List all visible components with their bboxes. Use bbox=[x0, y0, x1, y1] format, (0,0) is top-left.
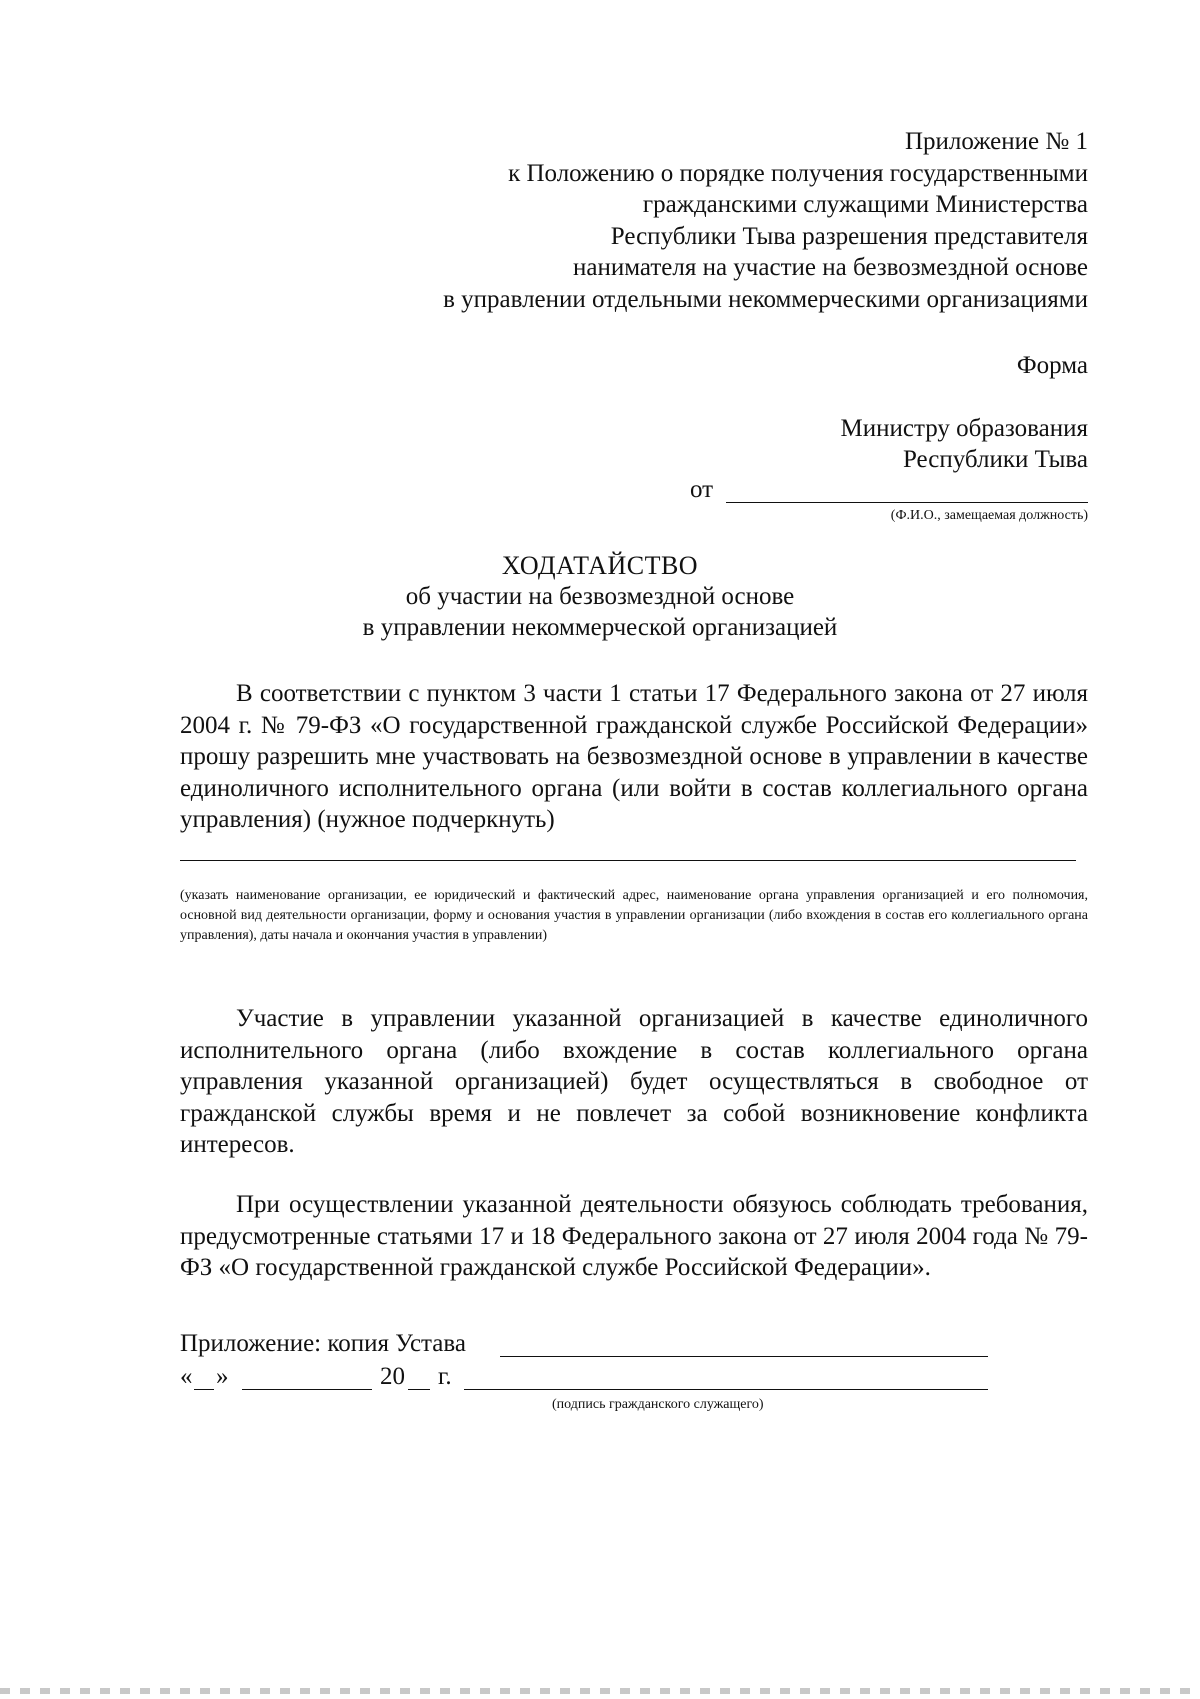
paragraph-request: В соответствии с пунктом 3 части 1 статьи 17 Федерального закона от 27 июля 2004 г. № 79-ФЗ «О государственной гражданской службе Российской Федерации» прошу разрешить мне участвовать на безвозмездной основе в управлении в качестве единоличного исполнительного органа (или войти в состав коллегиального органа управления) (нужное подчеркнуть) bbox=[180, 680, 1088, 833]
document-title bbox=[150, 550, 1050, 643]
appendix-line: нанимателя на участие на безвозмездной основе bbox=[573, 254, 1088, 281]
appendix-header bbox=[443, 126, 1088, 315]
month-blank-line bbox=[242, 1389, 372, 1390]
date-close-quote: » bbox=[216, 1363, 229, 1390]
addressee-line-1: Министру образования bbox=[840, 415, 1088, 442]
paragraph-participation: Участие в управлении указанной организацией в качестве единоличного исполнительного органа (либо вхождение в состав коллегиального органа управления указанной организацией) будет осуществляться в свободное от гражданской службы время и не повлечет за собой возникновение конфликта интересов. bbox=[180, 1005, 1088, 1158]
date-open-quote: « bbox=[180, 1363, 193, 1390]
from-caption: (Ф.И.О., замещаемая должность) bbox=[890, 508, 1088, 523]
day-blank-line bbox=[194, 1389, 214, 1390]
title-sub-2: в управлении некоммерческой организацией bbox=[362, 614, 838, 641]
instructions-caption: (указать наименование организации, ее юридический и фактический адрес, наименование органа управления организацией и его полномочия, основной вид деятельности организации, форму и основания участия в управлении организации (либо вхождения в состав его коллегиального органа управления), даты начала и окончания участия в управлении) bbox=[180, 888, 1088, 943]
title-sub-1: об участии на безвозмездной основе bbox=[405, 583, 795, 610]
appendix-line: гражданскими служащими Министерства bbox=[642, 191, 1088, 218]
appendix-number: Приложение № 1 bbox=[904, 128, 1088, 155]
year-prefix: 20 bbox=[380, 1363, 405, 1390]
paragraph-obligation: При осуществлении указанной деятельности обязуюсь соблюдать требования, предусмотренные статьями 17 и 18 Федерального закона от 27 июля 2004 года № 79-ФЗ «О государственной гражданской службе Российской Федерации». bbox=[180, 1191, 1088, 1281]
appendix-line: к Положению о порядке получения государственными bbox=[508, 159, 1088, 187]
from-label: от bbox=[690, 476, 714, 503]
signature-blank-line bbox=[464, 1389, 988, 1390]
form-label: Форма bbox=[1016, 352, 1088, 379]
signature-caption: (подпись гражданского служащего) bbox=[552, 1397, 764, 1412]
attachment-label: Приложение: копия Устава bbox=[180, 1330, 466, 1357]
appendix-line: Республики Тыва разрешения представителя bbox=[610, 222, 1088, 250]
from-row bbox=[690, 476, 1088, 506]
date-signature-row bbox=[180, 1363, 988, 1395]
organization-blank-line bbox=[180, 860, 1076, 861]
from-blank-line bbox=[726, 502, 1088, 503]
attachment-row bbox=[180, 1330, 988, 1362]
year-suffix: г. bbox=[438, 1363, 452, 1390]
attachment-blank-line bbox=[500, 1356, 988, 1357]
scan-edge-dashes bbox=[0, 1688, 1200, 1694]
year-blank-line bbox=[408, 1389, 430, 1390]
appendix-line: в управлении отдельными некоммерческими организациями bbox=[443, 285, 1088, 313]
title-main: ХОДАТАЙСТВО bbox=[501, 551, 699, 580]
addressee-line-2: Республики Тыва bbox=[902, 446, 1088, 473]
addressee bbox=[841, 413, 1089, 475]
